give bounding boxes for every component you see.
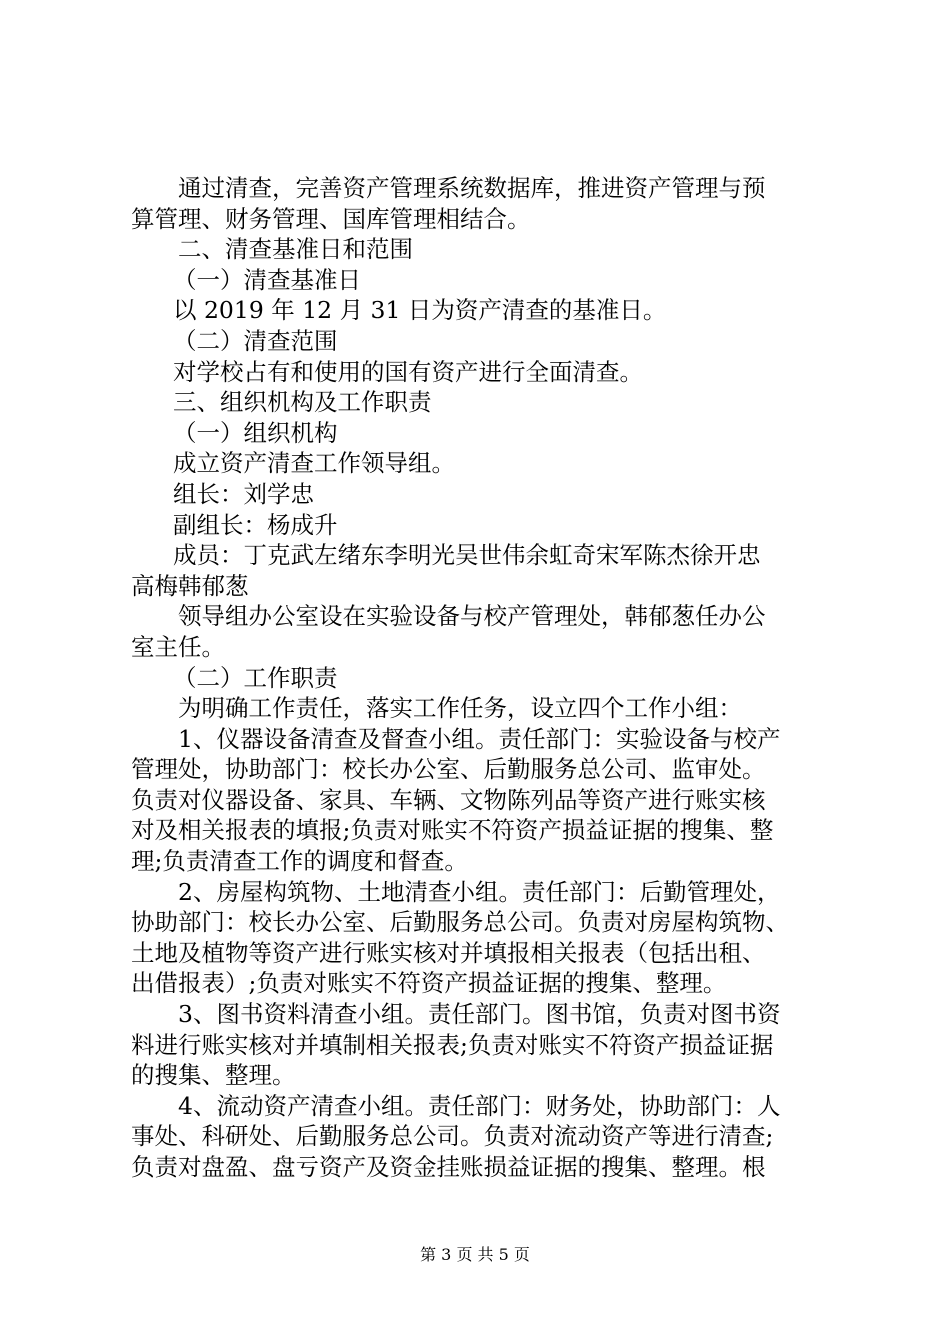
paragraph-line: 3、图书资料清查小组。责任部门。图书馆，负责对图书资 xyxy=(178,1000,781,1029)
paragraph-line: 组长：刘学忠 xyxy=(173,479,314,508)
paragraph-line: 管理处，协助部门：校长办公室、后勤服务总公司、监审处。 xyxy=(131,755,766,784)
paragraph-line: 2、房屋构筑物、土地清查小组。责任部门：后勤管理处， xyxy=(178,877,781,906)
section-heading: 二、清查基准日和范围 xyxy=(178,235,413,264)
paragraph-line: 负责对盘盈、盘亏资产及资金挂账损益证据的搜集、整理。根 xyxy=(131,1153,766,1181)
paragraph-line: 以 2019 年 12 月 31 日为资产清查的基准日。 xyxy=(173,296,667,325)
paragraph-line: 土地及植物等资产进行账实核对并填报相关报表（包括出租、 xyxy=(131,938,766,967)
paragraph-line: 为明确工作责任，落实工作任务，设立四个工作小组： xyxy=(178,694,742,723)
paragraph-line: 料进行账实核对并填制相关报表;负责对账实不符资产损益证据 xyxy=(131,1030,774,1059)
section-heading: 三、组织机构及工作职责 xyxy=(173,388,432,417)
paragraph-line: 通过清查，完善资产管理系统数据库，推进资产管理与预 xyxy=(178,174,766,202)
subsection-heading: （二）清查范围 xyxy=(173,326,338,355)
paragraph-line: 对学校占有和使用的国有资产进行全面清查。 xyxy=(173,357,643,386)
paragraph-line: 副组长：杨成升 xyxy=(173,510,338,539)
paragraph-line: 事处、科研处、后勤服务总公司。负责对流动资产等进行清查; xyxy=(131,1122,774,1151)
paragraph-line: 的搜集、整理。 xyxy=(131,1061,296,1090)
subsection-heading: （一）清查基准日 xyxy=(173,265,361,294)
paragraph-line: 领导组办公室设在实验设备与校产管理处，韩郁葱任办公 xyxy=(178,602,766,631)
paragraph-line: 出借报表）;负责对账实不符资产损益证据的搜集、整理。 xyxy=(131,969,727,998)
subsection-heading: （二）工作职责 xyxy=(173,663,338,692)
paragraph-line: 对及相关报表的填报;负责对账实不符资产损益证据的搜集、整 xyxy=(131,816,774,845)
paragraph-line: 成立资产清查工作领导组。 xyxy=(173,449,455,478)
paragraph-line: 成员：丁克武左绪东李明光吴世伟余虹奇宋军陈杰徐开忠 xyxy=(173,541,761,570)
subsection-heading: （一）组织机构 xyxy=(173,418,338,447)
paragraph-line: 协助部门：校长办公室、后勤服务总公司。负责对房屋构筑物、 xyxy=(131,908,789,937)
paragraph-line: 1、仪器设备清查及督查小组。责任部门：实验设备与校产 xyxy=(178,724,781,753)
paragraph-line: 高梅韩郁葱 xyxy=(131,571,249,600)
page-footer: 第 3 页 共 5 页 xyxy=(420,1245,530,1264)
paragraph-line: 室主任。 xyxy=(131,632,225,661)
paragraph-line: 算管理、财务管理、国库管理相结合。 xyxy=(131,204,531,233)
paragraph-line: 4、流动资产清查小组。责任部门：财务处，协助部门：人 xyxy=(178,1091,781,1120)
paragraph-line: 负责对仪器设备、家具、车辆、文物陈列品等资产进行账实核 xyxy=(131,785,766,814)
document-body xyxy=(131,173,831,1183)
paragraph-line: 理;负责清查工作的调度和督查。 xyxy=(131,847,468,876)
